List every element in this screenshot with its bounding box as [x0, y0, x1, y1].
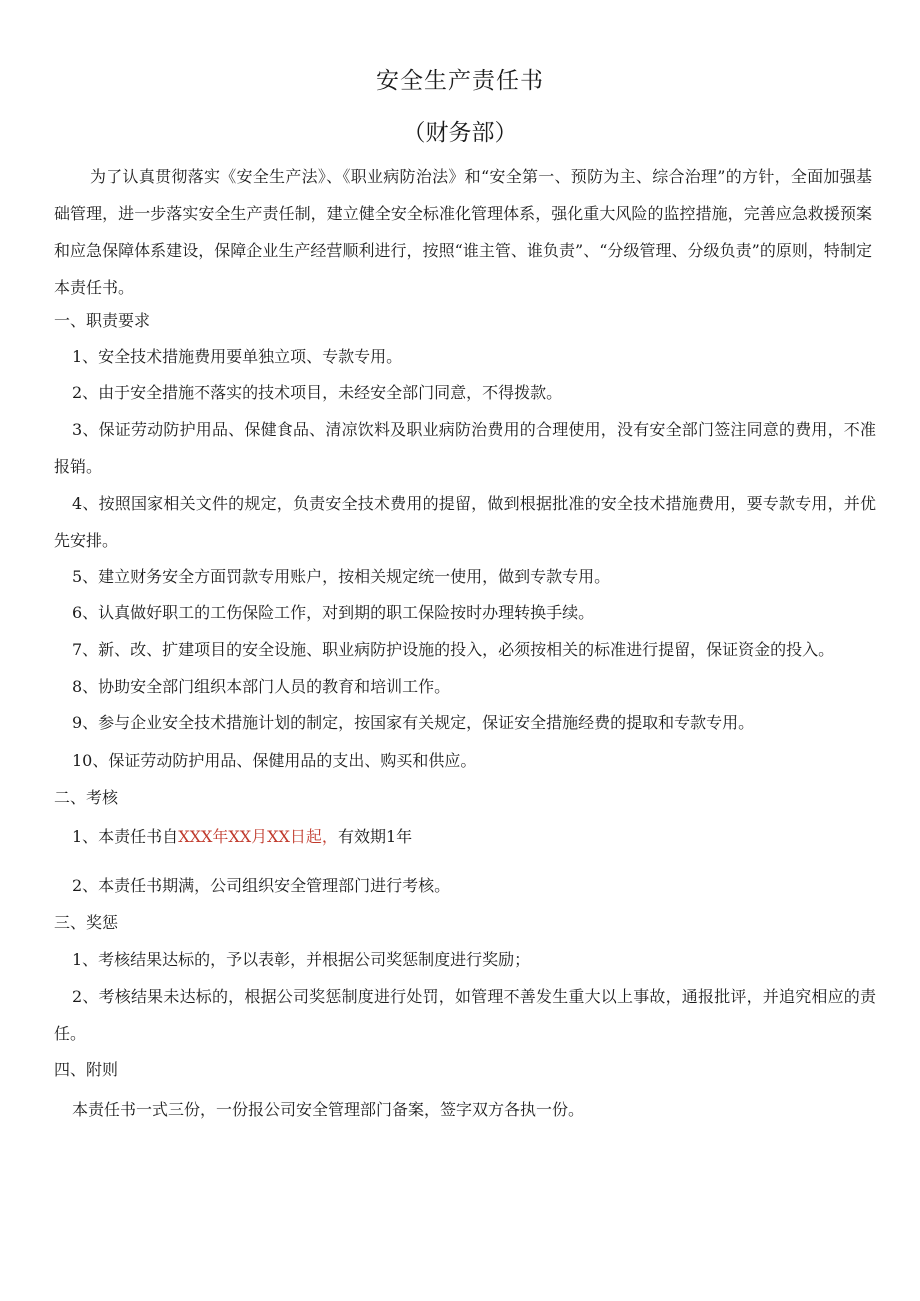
reward-item: 1、考核结果达标的，予以表彰，并根据公司奖惩制度进行奖励；: [72, 950, 531, 969]
duty-item: 10、保证劳动防护用品、保健用品的支出、购买和供应。: [72, 751, 477, 770]
document-title: 安全生产责任书: [376, 68, 544, 94]
reward-item: 2、考核结果未达标的，根据公司奖惩制度进行处罚，如管理不善发生重大以上事故，通报批评，并追究相应的责任。: [54, 987, 876, 1043]
duty-item: 4、按照国家相关文件的规定，负责安全技术费用的提留，做到根据批准的安全技术措施费用，要专款专用，并优先安排。: [54, 494, 876, 550]
duty-item: 6、认真做好职工的工伤保险工作，对到期的职工保险按时办理转换手续。: [72, 603, 595, 622]
duty-item: 5、建立财务安全方面罚款专用账户，按相关规定统一使用，做到专款专用。: [72, 567, 611, 586]
section-heading-rewards: 三、奖惩: [54, 913, 119, 932]
supplementary-text: 本责任书一式三份，一份报公司安全管理部门备案，签字双方各执一份。: [72, 1100, 585, 1119]
duty-item: 3、保证劳动防护用品、保健食品、清凉饮料及职业病防治费用的合理使用，没有安全部门签注同意的费用，不准报销。: [54, 420, 876, 476]
duty-item: 2、由于安全措施不落实的技术项目，未经安全部门同意，不得拨款。: [72, 383, 563, 402]
section-heading-supplementary: 四、附则: [54, 1060, 119, 1079]
assessment-item: 2、本责任书期满，公司组织安全管理部门进行考核。: [72, 876, 451, 895]
validity-prefix: 1、本责任书自: [72, 827, 179, 846]
document-subtitle: （财务部）: [402, 120, 518, 146]
intro-paragraph: 为了认真贯彻落实《安全生产法》、《职业病防治法》和“安全第一、预防为主、综合治理”的方针，全面加强基础管理，进一步落实安全生产责任制，建立健全安全标准化管理体系，强化重大风险的监控措施，完善应急救援预案和应急保障体系建设，保障企业生产经营顺利进行，按照“谁主管、谁负责”、“分级管理、分级负责”的原则，特制定本责任书。: [54, 167, 872, 297]
section-heading-assessment: 二、考核: [54, 788, 119, 807]
validity-date-placeholder: XXX年XX月XX日起，: [178, 827, 338, 846]
section-heading-duties: 一、职责要求: [54, 311, 151, 330]
validity-suffix: 有效期1年: [337, 827, 413, 846]
duty-item: 1、安全技术措施费用要单独立项、专款专用。: [72, 347, 403, 366]
duty-item: 8、协助安全部门组织本部门人员的教育和培训工作。: [72, 677, 451, 696]
duty-item: 9、参与企业安全技术措施计划的制定，按国家有关规定，保证安全措施经费的提取和专款专用。: [72, 713, 755, 732]
duty-item: 7、新、改、扩建项目的安全设施、职业病防护设施的投入，必须按相关的标准进行提留，保证资金的投入。: [72, 640, 835, 659]
assessment-item-validity: [54, 825, 876, 849]
